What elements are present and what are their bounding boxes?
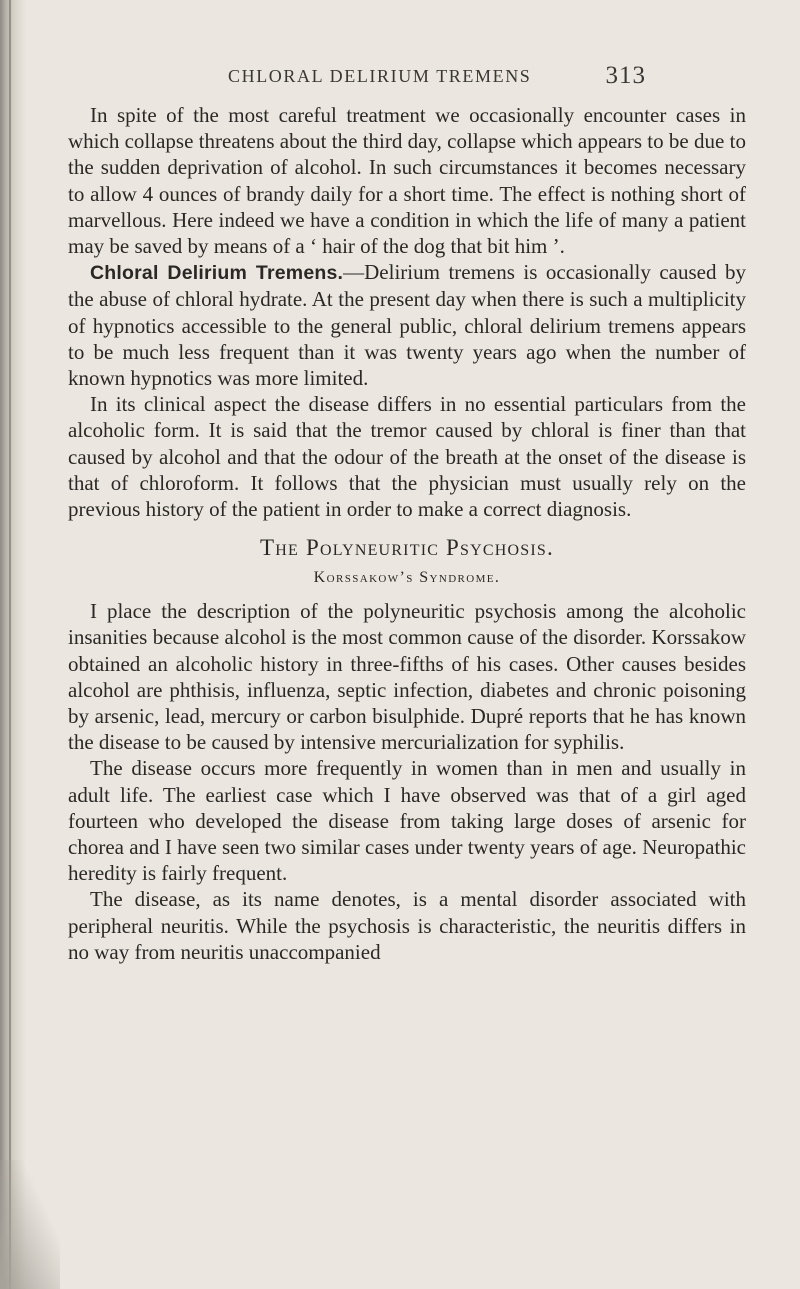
page-number: 313 (605, 62, 646, 89)
section-heading: The Polyneuritic Psychosis. (260, 535, 554, 561)
paragraph-chloral-delirium (68, 259, 746, 391)
paragraph-peripheral-neuritis: The disease, as its name denotes, is a mental disorder associated with peripheral neuritis. While the psychosis is characteristic, the neuritis differs in no way from neuritis unaccompanied (68, 887, 746, 964)
page-gutter (0, 0, 26, 1289)
book-page (68, 64, 746, 965)
binding-edge (9, 0, 11, 1289)
paragraph-collapse-brandy: In spite of the most careful treatment we occasionally encounter cases in which collapse threatens about the third day, collapse which appears to be due to the sudden deprivation of alcohol. In such circumstances it becomes necessary to allow 4 ounces of brandy daily for a short time. The effect is nothing short of marvellous. Here indeed we have a condition in which the life of many a patient may be saved by means of a ‘ hair of the dog that bit him ’. (68, 103, 746, 259)
section-subheading: Korssakow’s Syndrome. (313, 569, 501, 587)
run-in-heading-chloral: Chloral Delirium Tremens. (90, 262, 344, 285)
paragraph-clinical-aspect: In its clinical aspect the disease differs in no essential particulars from the alcoholic form. It is said that the tremor caused by chloral is finer than that caused by alcohol and that the odour of the breath at the onset of the disease is that of chloroform. It follows that the physician must usually rely on the previous history of the patient in order to make a correct diagnosis. (68, 392, 746, 522)
paragraph-occurrence: The disease occurs more frequently in women than in men and usually in adult life. The earliest case which I have observed was that of a girl aged fourteen who developed the disease from taking large doses of arsenic for chorea and I have seen two similar cases under twenty years of age. Neuropathic heredity is fairly frequent. (68, 756, 746, 886)
paragraph-chloral-body: —Delirium tremens is occasionally caused by the abuse of chloral hydrate. At the present day when there is such a multiplicity of hypnotics accessible to the general public, chloral delirium tremens appears to be much less frequent than it was twenty years ago when the number of known hypnotics was more limited. (68, 260, 746, 391)
running-head (68, 64, 746, 92)
running-title: CHLORAL DELIRIUM TREMENS (228, 66, 532, 86)
page-corner-shadow (0, 1160, 60, 1289)
paragraph-polyneuritic-causes: I place the description of the polyneuritic psychosis among the alcoholic insanities because alcohol is the most common cause of the disorder. Korssakow obtained an alcoholic history in three-fifths of his cases. Other causes besides alcohol are phthisis, influenza, septic infection, diabetes and chronic poisoning by arsenic, lead, mercury or carbon bisulphide. Dupré reports that he has known the disease to be caused by intensive mercurialization for syphilis. (68, 599, 746, 755)
